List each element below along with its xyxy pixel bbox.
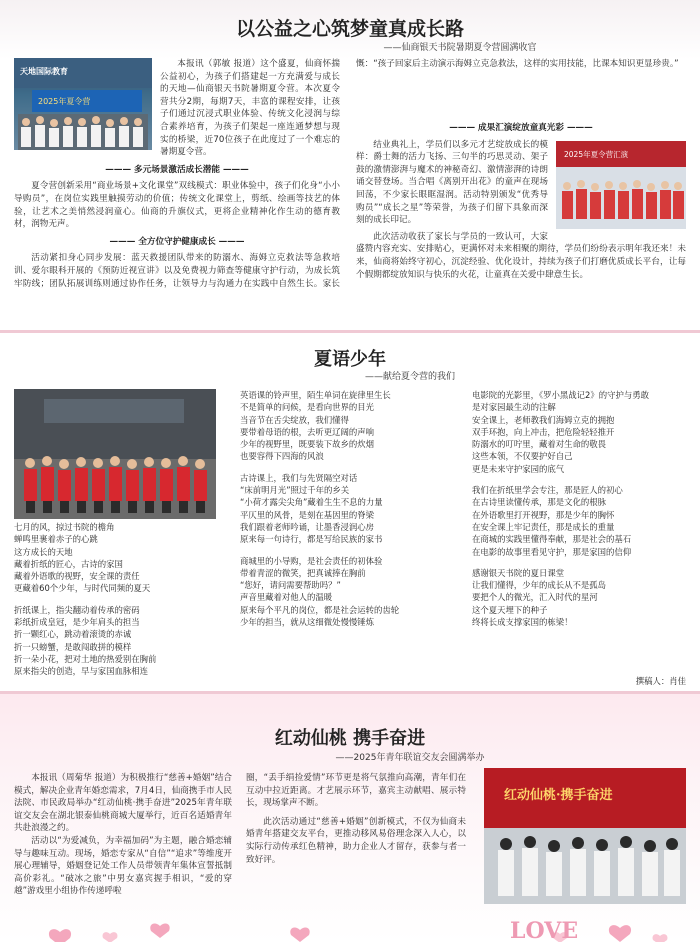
poem-line: 在外语歌里打开视野，那是少年的胸怀: [472, 509, 615, 520]
poem-column-2: [240, 389, 460, 628]
photo-banner-text: 红动仙桃·携手奋进: [504, 788, 613, 803]
poem-line: 终将长成支撑家国的栋梁！: [472, 617, 573, 628]
poem-line: 感谢银天书院的夏日课堂: [472, 567, 565, 578]
paragraph-continued-text: 慨：“孩子回家后主动演示海姆立克急救法，这样的实用技能，比课本知识更显珍贵。”: [356, 58, 679, 69]
paragraph: 活动以“为爱减负，为幸福加码”为主题，融合婚恋辅导与趣味互动。现场，婚恋专家从“自信”“追求”等维度开展心理辅导，婚姻登记处工作人员带领青年集体宣誓抵制高价彩礼。“破冰之旅”中男女嘉宾握手相识，“爱的穿越”游戏里小组协作传递呼啦: [14, 835, 232, 897]
paragraph: 本报讯（周菊华 报道）为积极推行“慈善+婚姻”结合模式，解决企业青年婚恋需求，7月4日，仙商携手市人民法院、市民政局举办“红动仙桃·携手奋进”2025年青年联谊交友会在湖北银泰仙桃商城大厦举行，近百名适婚青年共赴浪漫之约。: [14, 773, 232, 834]
poem-line: 防溺水的叮咛里，藏着对生命的敬畏: [472, 439, 606, 450]
summer-camp-photo: [14, 58, 152, 150]
poem-line: 声音里藏着对他人的温暖: [240, 592, 333, 603]
poem-line: “您好，请问需要帮助吗？”: [240, 580, 341, 591]
poem-line: 原来每个平凡的岗位，都是社会运转的齿轮: [240, 604, 400, 615]
poem-line: 少年的担当，就从这细微处慢慢锤炼: [240, 617, 374, 628]
event-column-middle: [246, 772, 466, 866]
poem-column-3: [472, 389, 686, 628]
poem-line: 双手环抱，向上冲击，把危险轻轻推开: [472, 426, 615, 437]
poem-line: 彩纸折成皇冠，是少年肩头的担当: [14, 617, 140, 628]
poem-line: 少年的视野里，既要装下故乡的炊烟: [240, 439, 374, 450]
poem-line: 是对家园最生动的注解: [472, 402, 556, 413]
poem-line: 折一朵小花，把对土地的热爱别在胸前: [14, 653, 157, 664]
stanza-gap: [472, 475, 686, 484]
poem-line: 带着青涩的微笑，把真诚捧在胸前: [240, 567, 366, 578]
paragraph-continued: [356, 58, 686, 108]
poem-line: 我们跟着老师吟诵，让墨香浸润心房: [240, 521, 374, 532]
poem-line: 原来指尖的创造，早与家国血脉相连: [14, 666, 148, 677]
poem-column-1: [14, 521, 224, 678]
stanza-gap: [240, 463, 460, 472]
poem-line: 在商城的实践里懂得奉献，那是社会的基石: [472, 534, 632, 545]
poem-line: 要带着母语的根，去听更辽阔的声响: [240, 426, 374, 437]
poem-line: “小荷才露尖尖角”藏着生生不息的力量: [240, 497, 383, 508]
poem-line: 藏着折纸的匠心，古诗的家国: [14, 558, 123, 569]
poem-line: 我们在折纸里学会专注，那是匠人的初心: [472, 485, 623, 496]
paragraph: 圈，“丢手绢捡爱情”环节更是将气氛推向高潮，青年们在互动中拉近距离。才艺展示环节，嘉宾主动献唱、展示特长，现场掌声不断。: [246, 773, 466, 809]
photo-banner-text: 天地国际教育: [20, 67, 68, 76]
section-subhead: ——— 多元场景激活成长潜能 ———: [105, 164, 249, 175]
performance-photo: [556, 141, 686, 229]
paragraph: 此次活动收获了家长与学员的一致认可，大家盛赞内容充实、安排贴心，更满怀对未来相聚的期待，学员们纷纷表示明年我还来！未来，仙商将始终守初心，沉淀经验、优化设计，持续为孩子们打磨优质成长平台，让每个假期都绽放知识与快乐的火花，让童真在关爱中肆意生长。: [356, 231, 686, 280]
paragraph: 夏令营创新采用“商业场景+文化课堂”双线模式：职业体验中，孩子们化身“小小导购员”，在岗位实践里触摸劳动的价值；传统文化课堂上，剪纸、绘画等技艺的体验，让艺术之美悄然浸润童心。仙商的升旗仪式，更将企业精神化作生动的德育教材，润物无声。: [14, 181, 340, 230]
poem-line: 古诗课上，我们与先贤隔空对话: [240, 472, 358, 483]
poem-line: 这些本领，不仅要护好自己: [472, 451, 573, 462]
poem-line: 在古诗里读懂传承，那是文化的根脉: [472, 497, 606, 508]
paragraph: 活动紧扣身心同步发展：蓝天救援团队带来的防溺水、海姆立克救法等急救培训、爱尔眼科开展的《预防近视宣讲》以及免费视力筛查等健康守护行动，为成长筑牢防线；团队拓展训练则通过协作任务，让领导力与沟通力在实践中自然生长。家长: [14, 253, 340, 289]
paragraph: 结业典礼上，学员们以多元才艺绽放成长的模样：爵士舞的活力飞扬、三句半的巧思灵动、架子鼓的激情澎湃与魔术的神秘奇幻、激情澎湃的诗朗诵交替登场。当合唱《离别开出花》的童声在现场回荡，不少家长眼眶湿润。活动特别颁发“优秀导购员”“成长之星”等荣誉，为孩子们留下具象而深刻的成长印记。: [356, 139, 548, 226]
poem-line: 当音节在舌尖绽放，我们懂得: [240, 414, 349, 425]
poem-line: 七月的风，掠过书院的檐角: [14, 522, 115, 532]
paragraph: 此次活动通过“慈善+婚姻”创新模式，不仅为仙商未婚青年搭建交友平台，更推动移风易俗理念深入人心，以实际行动传承红色精神，助力企业人才留存，获参与者一致好评。: [246, 816, 466, 865]
poem-line: 安全课上，老师教我们海姆立克的拥抱: [472, 414, 615, 425]
poem-line: 电影院的光影里，《罗小黑战记2》的守护与勇敢: [472, 390, 650, 400]
poem-line: 折纸课上，指尖翻动着传承的密码: [14, 604, 140, 615]
hearts-decoration: [0, 892, 700, 942]
poem-line: 在电影的故事里看见守护，那是家国的信仰: [472, 546, 632, 557]
poem-line: 折一颗红心，跳动着滚烫的赤诚: [14, 629, 132, 640]
photo-banner-text: 2025年夏令营汇演: [564, 149, 629, 159]
poem-line: 在安全课上牢记责任，那是成长的重量: [472, 521, 615, 532]
article-youth-event: [0, 694, 700, 942]
poem-line: 蝉鸣里裹着赤子的心跳: [14, 534, 98, 545]
article-subtitle: ——仙商银天书院暑期夏令营圆满收官: [383, 43, 537, 53]
students-photo: [14, 389, 216, 519]
poem-line: 折一只螃蟹，是敢闯敢拼的模样: [14, 641, 132, 652]
stanza-gap: [14, 595, 224, 604]
poem-line: 要把个人的微光，汇入时代的星河: [472, 592, 598, 603]
poem-line: 藏着外语歌的视野，安全课的责任: [14, 571, 140, 582]
event-title: 红动仙桃 携手奋进: [274, 728, 426, 749]
section-subhead: ——— 全方位守护健康成长 ———: [109, 236, 245, 247]
author-credit: 撰稿人：肖佳: [635, 676, 686, 686]
poem-line: 也要容得下四海的风浪: [240, 451, 324, 462]
poem-line: 不是简单的问候，是看向世界的目光: [240, 402, 374, 413]
article-summer-camp: [0, 0, 700, 330]
poem-line: 让我们懂得，少年的成长从不是孤岛: [472, 580, 606, 591]
poem-line: 商城里的小导购，是社会责任的初体验: [240, 555, 383, 566]
poem-line: 更是未来守护家园的底气: [472, 463, 565, 474]
photo-banner-caption: 2025年夏令营: [38, 97, 91, 106]
poem-title: 夏语少年: [314, 349, 386, 370]
event-subtitle: ——2025年青年联谊交友会圆满举办: [335, 753, 485, 763]
event-photo: [484, 768, 686, 904]
poem-line: “床前明月光”照过千年的乡关: [240, 485, 350, 496]
paragraph: 本报讯（郭敏 报道）这个盛夏，仙商怀揣公益初心，为孩子们搭建起一方充满爱与成长的天地—仙商银天书院暑期夏令营。本次夏令营共分2期，每期7天，丰富的课程安排，让孩子们通过沉浸式职业体验、传统文化浸润与综合素养培育，为孩子们架起一座连通梦想与现实的桥梁，近70位孩子在此度过了一个难忘的暑期夏令营。: [160, 59, 340, 158]
article-poem: [0, 333, 700, 691]
poem-line: 原来每一句诗行，都是写给民族的家书: [240, 534, 383, 545]
poem-line: 平仄里的风骨，是刻在基因里的脊梁: [240, 509, 374, 520]
article-column-left: [14, 58, 340, 290]
article-title: 以公益之心筑梦童真成长路: [235, 18, 464, 40]
poem-line: 这个夏天埋下的种子: [472, 604, 548, 615]
section-subhead: ——— 成果汇演绽放童真光彩 ———: [449, 123, 593, 133]
love-text: LOVE: [510, 918, 579, 942]
poem-subtitle: ——献给夏令营的我们: [364, 372, 455, 382]
poem-line: 更藏着60个少年，与时代同频的夏天: [14, 583, 151, 594]
poem-line: 这方成长的天地: [14, 546, 73, 557]
stanza-gap: [472, 558, 686, 567]
article-column-right: [356, 58, 686, 281]
poem-line: 英语课的铃声里，陌生单词在旋律里生长: [240, 390, 391, 400]
stanza-gap: [240, 546, 460, 555]
